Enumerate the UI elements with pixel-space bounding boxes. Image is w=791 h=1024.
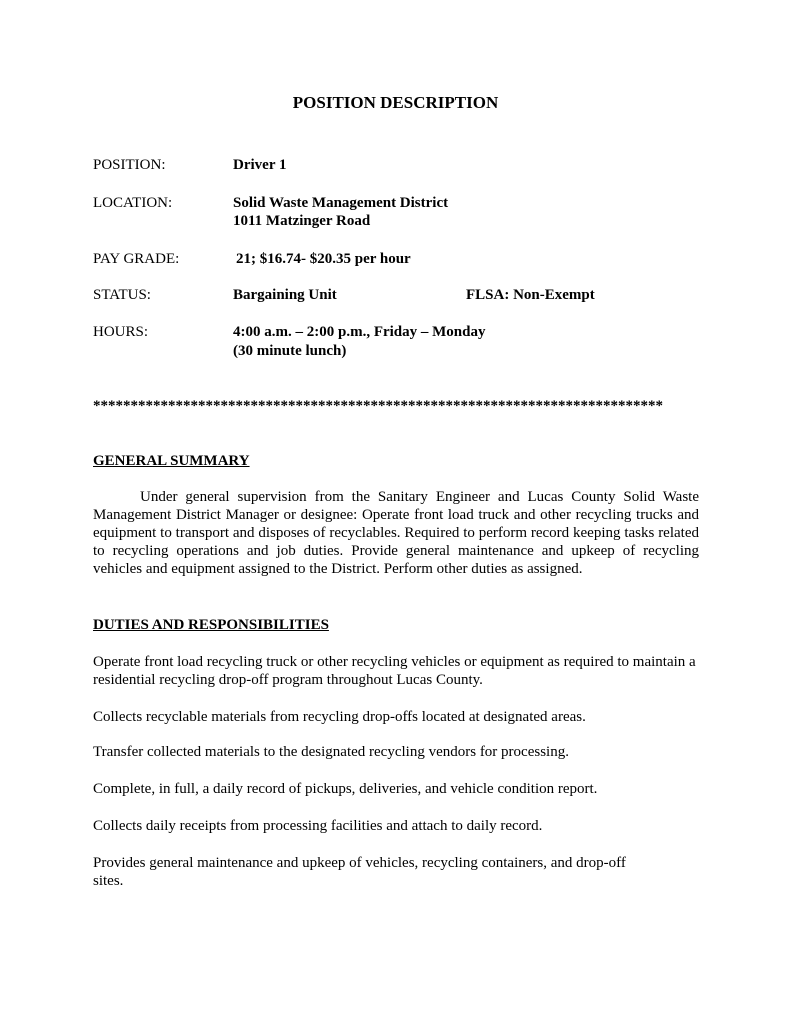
position-value: Driver 1 bbox=[233, 157, 287, 173]
location-value-line1: Solid Waste Management District bbox=[233, 195, 449, 211]
pay-grade-label: PAY GRADE: bbox=[93, 251, 180, 267]
duty-item: Collects daily receipts from processing facilities and attach to daily record. bbox=[93, 818, 543, 834]
page-title: POSITION DESCRIPTION bbox=[292, 93, 499, 112]
flsa-status: FLSA: Non-Exempt bbox=[466, 287, 595, 303]
hours-value-line1: 4:00 a.m. – 2:00 p.m., Friday – Monday bbox=[233, 324, 486, 340]
location-label: LOCATION: bbox=[93, 195, 173, 211]
general-summary-text: Under general supervision from the Sanitary Engineer and Lucas County Solid Waste Management District Manager or designee: Operate front load truck and other recycling trucks and equipment to transport and disposes of recyclables. Required to perform record keeping tasks related to recycling operations and job duties. Provide general maintenance and upkeep of recycling vehicles and equipment assigned to the District. Perform other duties as assigned. bbox=[93, 489, 699, 577]
hours-label: HOURS: bbox=[93, 324, 149, 340]
duty-item: Complete, in full, a daily record of pickups, deliveries, and vehicle condition report. bbox=[93, 781, 598, 797]
general-summary-heading: GENERAL SUMMARY bbox=[93, 453, 250, 469]
status-value: Bargaining Unit bbox=[233, 287, 337, 303]
location-value-line2: 1011 Matzinger Road bbox=[233, 213, 371, 229]
hours-value-line2: (30 minute lunch) bbox=[233, 343, 347, 359]
status-label: STATUS: bbox=[93, 287, 151, 303]
pay-grade-value: 21; $16.74- $20.35 per hour bbox=[236, 251, 411, 267]
duty-item: Collects recyclable materials from recycling drop-offs located at designated areas. bbox=[93, 709, 586, 725]
asterisk-separator: **************************************************************************** bbox=[93, 398, 663, 414]
duty-item: Provides general maintenance and upkeep of vehicles, recycling containers, and drop-off sites. bbox=[93, 855, 626, 889]
duties-heading: DUTIES AND RESPONSIBILITIES bbox=[93, 617, 329, 633]
duty-item: Operate front load recycling truck or other recycling vehicles or equipment as required to maintain a residential recycling drop-off program throughout Lucas County. bbox=[93, 654, 696, 688]
duty-item: Transfer collected materials to the designated recycling vendors for processing. bbox=[93, 744, 569, 760]
position-label: POSITION: bbox=[93, 157, 166, 173]
